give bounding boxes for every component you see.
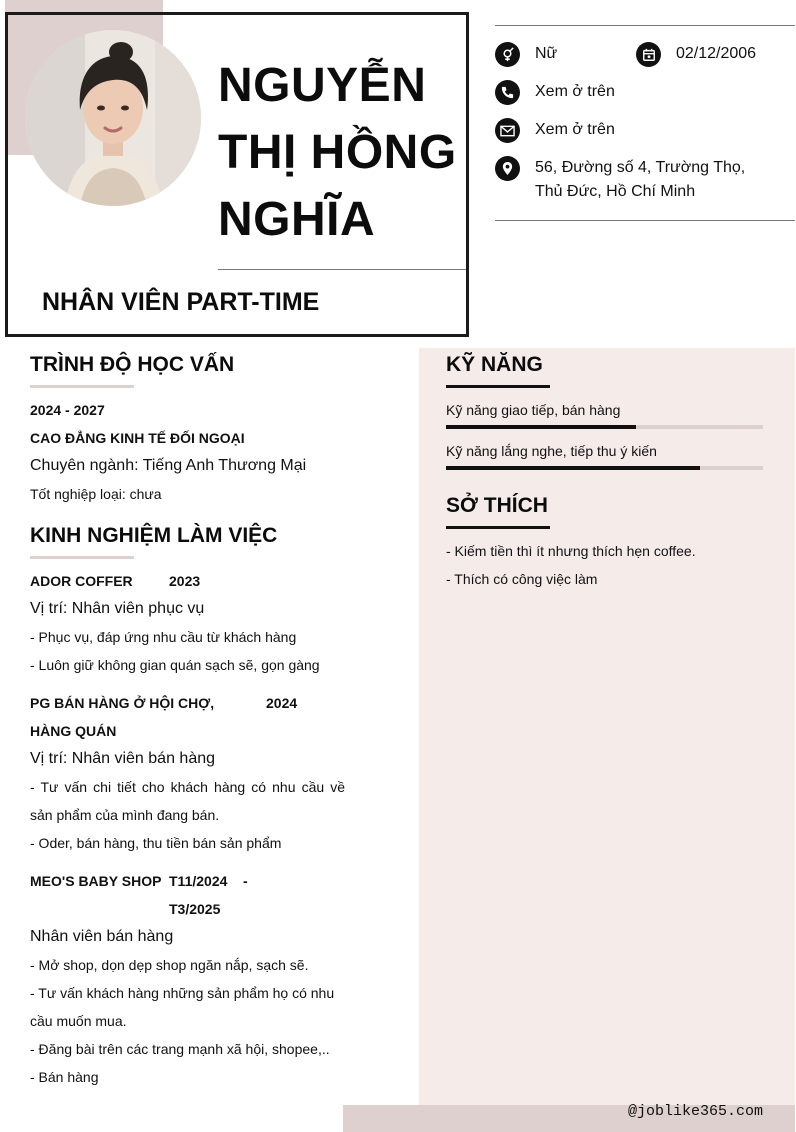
education-period: 2024 - 2027: [30, 402, 105, 418]
name-line: NGUYỄN: [218, 59, 427, 112]
skill-bar-fill: [446, 466, 700, 470]
job-detail: - Đăng bài trên các trang mạnh xã hội, shopee,..: [30, 1041, 330, 1057]
job-detail: - Tư vấn khách hàng những sản phẩm họ có nhu: [30, 985, 335, 1001]
contact-divider-top: [495, 25, 795, 26]
address-line: 56, Đường số 4, Trường Thọ,: [535, 159, 746, 176]
hobbies-title-underline: [446, 526, 550, 529]
envelope-icon: [495, 118, 520, 143]
name-line: THỊ HỒNG: [218, 126, 457, 179]
gender-icon: [495, 42, 520, 67]
job-detail: sản phẩm của mình đang bán.: [30, 807, 220, 823]
address-line: Thủ Đức, Hồ Chí Minh: [535, 183, 696, 200]
job-time: 2024: [266, 695, 298, 711]
hobby-item: - Thích có công việc làm: [446, 571, 598, 587]
education-school: CAO ĐẲNG KINH TẾ ĐỐI NGOẠI: [30, 430, 245, 446]
skill-name: Kỹ năng giao tiếp, bán hàng: [446, 402, 621, 418]
skill-name: Kỹ năng lắng nghe, tiếp thu ý kiến: [446, 443, 657, 459]
hobbies-section-title: SỞ THÍCH: [446, 494, 548, 517]
job-company: PG BÁN HÀNG Ở HỘI CHỢ,: [30, 695, 215, 711]
experience-section-title: KINH NGHIỆM LÀM VIỆC: [30, 524, 278, 547]
email-value: Xem ở trên: [535, 121, 615, 138]
job-time: T3/2025: [169, 901, 221, 917]
job-detail: - Luôn giữ không gian quán sạch sẽ, gọn gàng: [30, 657, 320, 673]
name-line: NGHĨA: [218, 193, 376, 246]
gender-value: Nữ: [535, 45, 558, 62]
job-position: Nhân viên bán hàng: [30, 928, 174, 945]
email-row: [495, 118, 615, 143]
job-detail: - Tư vấn chi tiết cho khách hàng có nhu cầu về: [30, 779, 346, 795]
job-detail: cầu muốn mua.: [30, 1013, 127, 1029]
education-major: Chuyên ngành: Tiếng Anh Thương Mại: [30, 457, 307, 474]
skills-section-title: KỸ NĂNG: [446, 353, 543, 376]
job-detail: - Phục vụ, đáp ứng nhu cầu từ khách hàng: [30, 629, 297, 645]
experience-title-underline: [30, 556, 134, 559]
avatar: [25, 30, 201, 206]
location-pin-icon: [495, 156, 520, 181]
address-row: [495, 156, 745, 204]
skill-bar-fill: [446, 425, 636, 429]
education-section-title: TRÌNH ĐỘ HỌC VẤN: [30, 353, 235, 376]
name-divider: [218, 269, 466, 270]
phone-icon: [495, 80, 520, 105]
birthday-value: 02/12/2006: [676, 45, 757, 62]
hobby-item: - Kiếm tiền thì ít nhưng thích hẹn coffee.: [446, 543, 696, 559]
phone-value: Xem ở trên: [535, 83, 615, 100]
calendar-icon: [636, 42, 661, 67]
skill-bar-track: [446, 425, 763, 429]
job-position: Vị trí: Nhân viên phục vụ: [30, 600, 205, 617]
full-name: [218, 52, 463, 253]
contact-divider-bottom: [495, 220, 795, 221]
skills-title-underline: [446, 385, 550, 388]
job-company: MEO'S BABY SHOP: [30, 873, 162, 889]
job-detail: - Oder, bán hàng, thu tiền bán sản phẩm: [30, 835, 282, 851]
address-value: [535, 156, 745, 204]
gender-row: [495, 42, 557, 67]
footer-watermark: @joblike365.com: [627, 1103, 763, 1120]
job-detail: - Mở shop, dọn dẹp shop ngăn nắp, sạch sẽ.: [30, 957, 309, 973]
job-time: T11/2024 -: [169, 873, 248, 889]
job-company: ADOR COFFER: [30, 573, 133, 589]
right-column-panel: [419, 348, 795, 1106]
job-company: HÀNG QUÁN: [30, 723, 117, 739]
job-detail: - Bán hàng: [30, 1069, 99, 1085]
education-title-underline: [30, 385, 134, 388]
job-time: 2023: [169, 573, 201, 589]
skill-bar-track: [446, 466, 763, 470]
phone-row: [495, 80, 615, 105]
birthday-row: [636, 42, 756, 67]
job-title: NHÂN VIÊN PART-TIME: [42, 288, 320, 316]
job-position: Vị trí: Nhân viên bán hàng: [30, 750, 216, 767]
education-grade: Tốt nghiệp loại: chưa: [30, 486, 162, 502]
